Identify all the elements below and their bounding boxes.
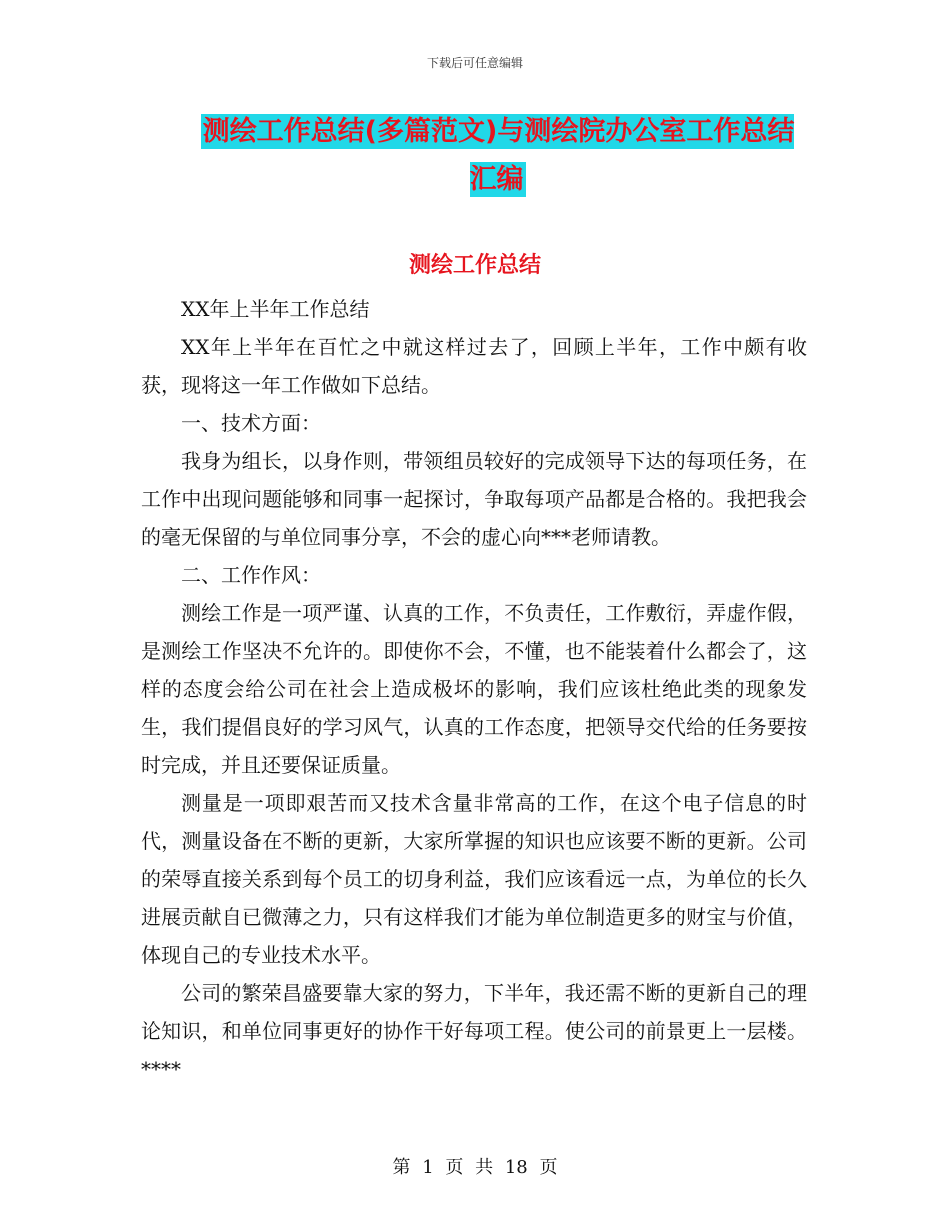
paragraph: 公司的繁荣昌盛要靠大家的努力，下半年，我还需不断的更新自己的理论知识，和单位同事更好的协作干好每项工程。使公司的前景更上一层楼。**** — [141, 981, 807, 1081]
paragraph: 一、技术方面： — [181, 411, 321, 435]
paragraph: 测绘工作是一项严谨、认真的工作，不负责任，工作敷衍，弄虚作假，是测绘工作坚决不允许的。即使你不会，不懂，也不能装着什么都会了，这样的态度会给公司在社会上造成极坏的影响，我们应该杜绝此类的现象发生，我们提倡良好的学习风气，认真的工作态度，把领导交代给的任务要按时完成，并且还要保证质量。 — [141, 601, 807, 777]
paragraph: XX年上半年工作总结 — [181, 297, 370, 321]
section-title: 测绘工作总结 — [408, 253, 541, 278]
paragraph: XX年上半年在百忙之中就这样过去了，回顾上半年，工作中颇有收获，现将这一年工作做如下总结。 — [141, 335, 807, 397]
header-note: 下载后可任意编辑 — [426, 56, 523, 70]
paragraph: 测量是一项即艰苦而又技术含量非常高的工作，在这个电子信息的时代，测量设备在不断的更新，大家所掌握的知识也应该要不断的更新。公司的荣辱直接关系到每个员工的切身利益，我们应该看远一点，为单位的长久进展贡献自已微薄之力，只有这样我们才能为单位制造更多的财宝与价值，体现自己的专业技术水平。 — [141, 791, 807, 967]
document-title-text: 测绘工作总结(多篇范文)与测绘院办公室工作总结汇编 — [202, 116, 795, 195]
paragraph: 我身为组长，以身作则，带领组员较好的完成领导下达的每项任务，在工作中出现问题能够和同事一起探讨，争取每项产品都是合格的。我把我会的毫无保留的与单位同事分享，不会的虚心向***老师请教。 — [141, 449, 807, 549]
document-body — [141, 290, 807, 1088]
paragraph: 二、工作作风： — [181, 563, 321, 587]
page-footer: 第 1 页 共 18 页 — [392, 1157, 558, 1178]
document-title — [190, 108, 805, 204]
